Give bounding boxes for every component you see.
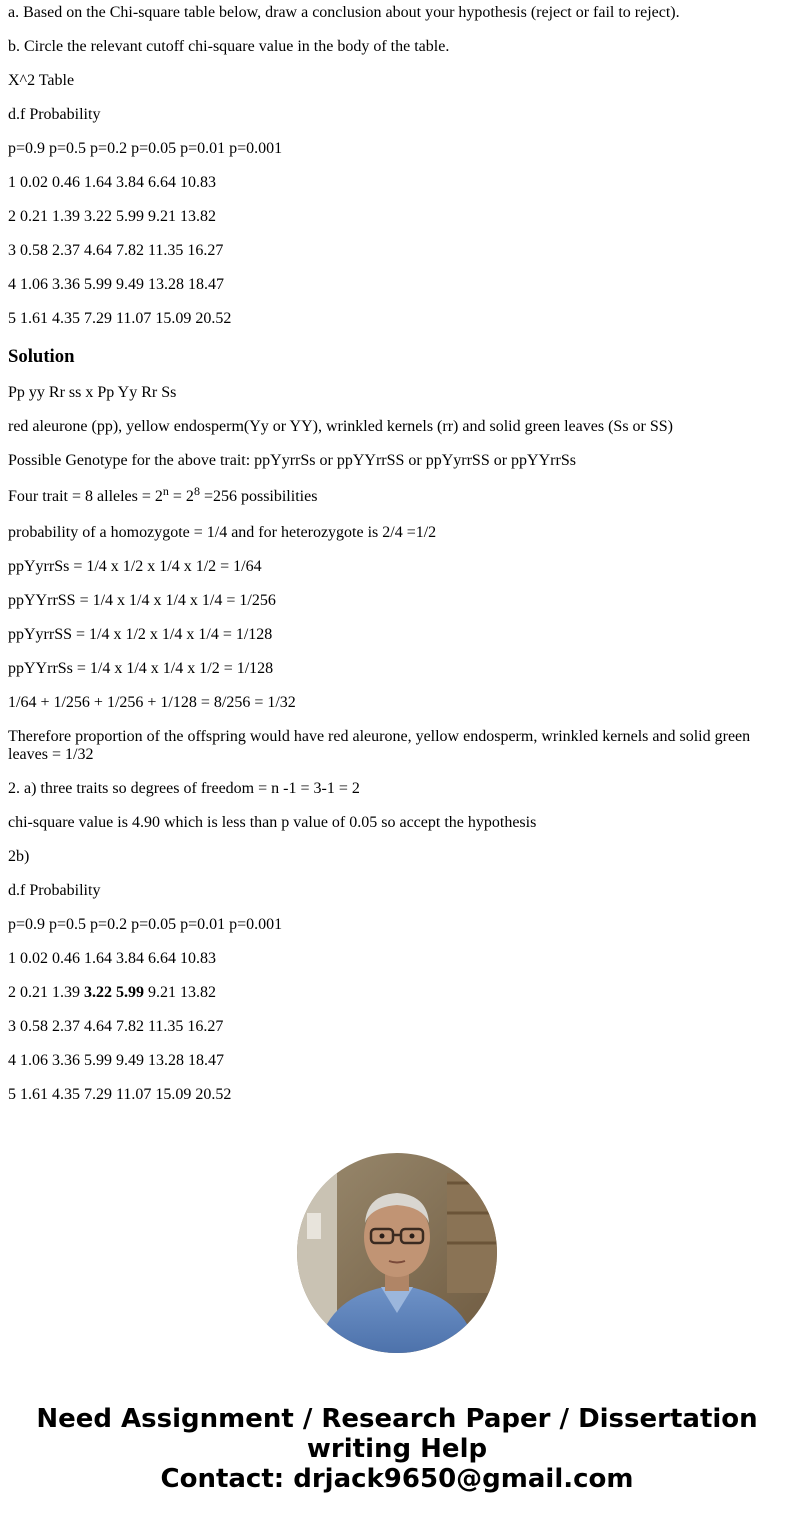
table-columns: p=0.9 p=0.5 p=0.2 p=0.05 p=0.01 p=0.001 bbox=[8, 916, 283, 933]
solution-sum: 1/64 + 1/256 + 1/256 + 1/128 = 8/256 = 1/32 bbox=[8, 694, 296, 711]
solution-genotypes: Possible Genotype for the above trait: ppYyrrSs or ppYYrrSS or ppYyrrSS or ppYYrrSs bbox=[8, 452, 576, 469]
table-header: d.f Probability bbox=[8, 882, 101, 899]
solution-heading: Solution bbox=[8, 346, 75, 367]
table-row: 4 1.06 3.36 5.99 9.49 13.28 18.47 bbox=[8, 1052, 224, 1069]
question-part-a: a. Based on the Chi-square table below, draw a conclusion about your hypothesis (reject or fail to reject). bbox=[8, 4, 680, 21]
author-photo bbox=[297, 1153, 497, 1353]
solution-traits: red aleurone (pp), yellow endosperm(Yy or YY), wrinkled kernels (rr) and solid green leaves (Ss or SS) bbox=[8, 418, 673, 435]
table-title: X^2 Table bbox=[8, 72, 75, 89]
solution-conclusion: Therefore proportion of the offspring would have red aleurone, yellow endosperm, wrinkled kernels and solid green leaves = 1/32 bbox=[8, 728, 751, 763]
solution-chi-result: chi-square value is 4.90 which is less than p value of 0.05 so accept the hypothesis bbox=[8, 814, 537, 831]
solution-cross: Pp yy Rr ss x Pp Yy Rr Ss bbox=[8, 384, 177, 401]
contact-email: Contact: drjack9650@gmail.com bbox=[160, 1464, 634, 1494]
table-row: 2 0.21 1.39 3.22 5.99 9.21 13.82 bbox=[8, 208, 216, 225]
promo-line: writing Help bbox=[306, 1434, 488, 1464]
table-header: d.f Probability bbox=[8, 106, 101, 123]
table-row: 3 0.58 2.37 4.64 7.82 11.35 16.27 bbox=[8, 1018, 224, 1035]
author-avatar bbox=[297, 1153, 497, 1353]
table-row: 1 0.02 0.46 1.64 3.84 6.64 10.83 bbox=[8, 174, 216, 191]
solution-q2b: 2b) bbox=[8, 848, 30, 865]
table-columns: p=0.9 p=0.5 p=0.2 p=0.05 p=0.01 p=0.001 bbox=[8, 140, 283, 157]
solution-probability: probability of a homozygote = 1/4 and for heterozygote is 2/4 =1/2 bbox=[8, 524, 437, 541]
table-row-highlighted: 2 0.21 1.39 3.22 5.99 9.21 13.82 bbox=[8, 984, 216, 1001]
solution-calc: ppYyrrSS = 1/4 x 1/2 x 1/4 x 1/4 = 1/128 bbox=[8, 626, 273, 643]
solution-calc: ppYyrrSs = 1/4 x 1/2 x 1/4 x 1/2 = 1/64 bbox=[8, 558, 262, 575]
promo-footer bbox=[0, 1404, 794, 1494]
question-part-b: b. Circle the relevant cutoff chi-square value in the body of the table. bbox=[8, 38, 450, 55]
table-row: 1 0.02 0.46 1.64 3.84 6.64 10.83 bbox=[8, 950, 216, 967]
solution-alleles: Four trait = 8 alleles = $2^n = 2^8 =256$ possibilities bbox=[8, 484, 318, 505]
promo-line: Need Assignment / Research Paper / Dissertation bbox=[36, 1404, 758, 1434]
solution-calc: ppYYrrSS = 1/4 x 1/4 x 1/4 x 1/4 = 1/256 bbox=[8, 592, 276, 609]
table-row: 5 1.61 4.35 7.29 11.07 15.09 20.52 bbox=[8, 310, 232, 327]
table-row: 5 1.61 4.35 7.29 11.07 15.09 20.52 bbox=[8, 1086, 232, 1103]
table-row: 4 1.06 3.36 5.99 9.49 13.28 18.47 bbox=[8, 276, 224, 293]
solution-q2a: 2. a) three traits so degrees of freedom = n -1 = 3-1 = 2 bbox=[8, 780, 360, 797]
table-row: 3 0.58 2.37 4.64 7.82 11.35 16.27 bbox=[8, 242, 224, 259]
cutoff-values: 3.22 5.99 bbox=[84, 984, 144, 1001]
document-body bbox=[8, 0, 768, 1104]
solution-calc: ppYYrrSs = 1/4 x 1/4 x 1/4 x 1/2 = 1/128 bbox=[8, 660, 274, 677]
